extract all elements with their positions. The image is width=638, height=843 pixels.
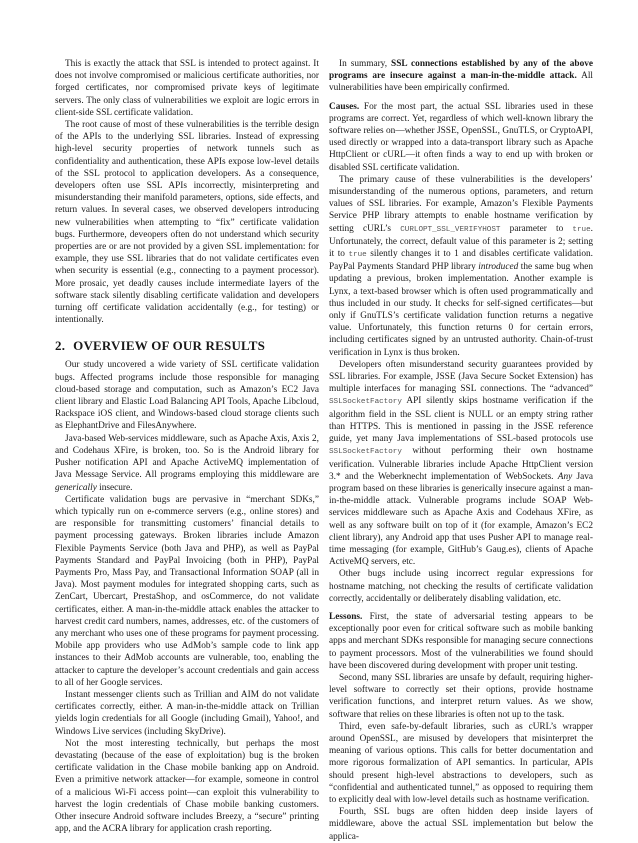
paragraph: The root cause of most of these vulnerabilities is the terrible design of the APIs to the underlying SSL libraries. Instead of expressing high-level security properties of network tunnels such as confidentiality and authentication, these APIs expose low-level details of the SSL protocol to application developers. As a consequence, developers often use SSL APIs incorrectly, misinterpreting and misunderstanding their manifold parameters, options, side effects, and return values. In several cases, we observed developers introducing new vulnerabilities when attempting to “fix” certificate validation bugs. Furthermore, deveopers often do not understand which security properties are or are not provided by a given SSL implementation: for example, they use SSL libraries that do not validate certificates even when security is essential (e.g., connecting to a payment processor). More prosaic, yet deadly causes include intermediate layers of the software stack silently disabling certificate validation and developers turning off certificate validation accidentally (e.g., for testing) or intentionally. — [55, 120, 319, 326]
code-literal: SSLSocketFactory — [329, 448, 402, 457]
text-run: without performing their own hostname verification. Vulnerable libraries include Apache HttpClient version 3.* and the Weberknecht implementation of WebSockets. — [329, 446, 593, 482]
text-run: The primary cause of these vulnerabilities is the developers’ misunderstanding of the numerous options, parameters, and return values of SSL libraries. For example, Amazon’s Flexible Payments Service PHP library attempts to enable hostname verification by setting cURL’s — [329, 174, 593, 234]
paragraph-heading: Causes. — [329, 101, 360, 112]
bold-text: SSL connections established by any of the above programs are insecure against a man-in-the-middle attack. — [329, 59, 593, 82]
paragraph: Instant messenger clients such as Trillian and AIM do not validate certificates correctly, either. A man-in-the-middle attack on Trillian yields login credentials for all Google (including Gmail), Yahoo!, and Windows Live services (including SkyDrive). — [55, 689, 319, 737]
text-run: insecure. — [96, 482, 133, 493]
paragraph-causes — [329, 101, 593, 174]
emphasis: introduced — [478, 262, 519, 273]
paragraph: Certificate validation bugs are pervasive in “merchant SDKs,” which typically run on e-commerce servers (e.g., online stores) and are responsible for transmitting customers’ financial details to payment processing gateways. Broken libraries include Amazon Flexible Payments Service (both Java and PHP), as well as PayPal Payments Standard and PayPal Invoicing (both in PHP), PayPal Payments Pro, Mass Pay, and Transactional Information SOAP (all in Java). Most payment modules for integrated shopping carts, such as ZenCart, Ubercart, PrestaShop, and osCommerce, do not validate certificates, either. A man-in-the-middle attack enables the attacker to harvest credit card numbers, names, addresses, etc. of the customers of any merchant who uses one of these programs for payment processing. Mobile app providers who use AdMob’s sample code to link app instances to their AdMob accounts are vulnerable, too, enabling the attacker to capture the developer’s account credentials and gain access to all of her Google services. — [55, 494, 319, 688]
emphasis: Any — [557, 471, 573, 482]
paragraph: Second, many SSL libraries are unsafe by default, requiring higher-level software to correctly set their options, provide hostname verification functions, and interpret return values. As we show, software that relies on these libraries is often not up to the task. — [329, 672, 593, 720]
text-run: All vulnerabilities have been empirically confirmed. — [329, 71, 593, 94]
section-number: 2. — [55, 338, 66, 354]
paragraph-heading: Lessons. — [329, 611, 363, 622]
right-column — [329, 58, 593, 843]
text-run: . Unfortunately, the correct, default value of this parameter is 2; setting it to — [329, 223, 593, 260]
text-run: Java program based on these libraries is generically insecure against a man-in-the-middle attack. Vulnerable programs include SOAP Web-services middleware such as Apache Axis and Codehaus XFire, as well as any software built on top of it (for example, Amazon’s EC2 client library), any Android app that uses Pusher API to manage real-time messaging (for example, GitHub’s Gaug.es), clients of Apache ActiveMQ servers, etc. — [329, 471, 594, 568]
paragraph — [329, 174, 593, 359]
text-run: parameter to — [500, 223, 573, 234]
code-literal: SSLSocketFactory — [329, 398, 402, 407]
text-run: In summary, — [339, 59, 392, 69]
text-run: API silently skips hostname verification if the algorithm field in the SSL client is NULL or an empty string rather than HTTPS. This is mentioned in passing in the JSSE reference guide, yet many Java implementations of SSL-based protocols use — [329, 396, 593, 445]
text-run: For the most part, the actual SSL libraries used in these programs are correct. Yet, regardless of which well-known library the software relies on—whether JSSE, OpenSSL, GnuTLS, or CryptoAPI, used directly or wrapped into a data-transport library such as Apache HttpClient or cURL—it often finds a way to end up with broken or disabled SSL certificate validation. — [329, 101, 593, 173]
text-run: First, the state of adversarial testing appears to be exceptionally poor even for critical software such as mobile banking apps and merchant SDKs responsible for managing secure connections to payment processors. Most of the vulnerabilities we found should have been discovered during development with proper unit testing. — [329, 611, 593, 671]
code-literal: true — [348, 251, 367, 260]
text-run: Java-based Web-services middleware, such as Apache Axis, Axis 2, and Codehaus XFire, is broken, too. So is the Android library for Pusher notification API and Apache ActiveMQ implementation of Java Message Service. All programs employing this middleware are — [55, 433, 319, 481]
paragraph: Not the most interesting technically, but perhaps the most devastating (because of the ease of exploitation) bug is the broken certificate validation in the Chase mobile banking app on Android. Even a primitive network attacker—for example, someone in control of a malicious Wi-Fi access point—can exploit this vulnerability to harvest the login credentials of Chase mobile banking customers. Other insecure Android software includes Breezy, a “secure” printing app, and the ACRA library for application crash reporting. — [55, 738, 319, 835]
paragraph — [329, 359, 593, 568]
paragraph: Other bugs include using incorrect regular expressions for hostname matching, not checking the results of certificate validation correctly, accidentally or deliberately disabling validation, etc. — [329, 569, 593, 604]
text-run: Developers often misunderstand security guarantees provided by SSL libraries. For example, JSSE (Java Secure Socket Extension) has multiple interfaces for managing SSL connections. The “advanced” — [329, 359, 593, 395]
paragraph-lessons — [329, 611, 593, 672]
code-literal: true — [572, 225, 591, 234]
section-title: OVERVIEW OF OUR RESULTS — [73, 338, 266, 354]
left-column — [55, 58, 319, 835]
text-run: the same bug when updating a previous, broken implementation. Another example is Lynx, a text-based browser which is often used programmatically and thus included in our study. It checks for self-signed certificates—but only if GnuTLS’s certificate validation function returns a negative value. Unfortunately, this function returns 0 for certain errors, including certificates signed by an untrusted authority. Chain-of-trust verification in Lynx is thus broken. — [329, 262, 593, 358]
text-run: silently changes it to 1 and disables certificate validation. PayPal Payments Standard PHP library — [329, 249, 593, 273]
paragraph — [55, 433, 319, 494]
paragraph: Our study uncovered a wide variety of SSL certificate validation bugs. Affected programs include those responsible for managing cloud-based storage and computation, such as Amazon’s EC2 Java client library and Elastic Load Balancing API Tools, Apache Libcloud, Rackspace iOS client, and Windows-based cloud storage clients such as ElephantDrive and FilesAnywhere. — [55, 360, 319, 432]
paragraph: Fourth, SSL bugs are often hidden deep inside layers of middleware, above the actual SSL implementation but below the applica- — [329, 807, 593, 842]
section-heading — [55, 338, 319, 353]
paragraph: This is exactly the attack that SSL is intended to protect against. It does not involve compromised or malicious certificate authorities, nor forged certificates, nor compromised private keys of legitimate servers. The only class of vulnerabilities we exploit are logic errors in client-side SSL certificate validation. — [55, 59, 319, 118]
emphasis: generically — [55, 482, 97, 493]
code-literal: CURLOPT_SSL_VERIFYHOST — [400, 225, 501, 234]
paragraph: Third, even safe-by-default libraries, such as cURL’s wrapper around OpenSSL, are misused by developers that misinterpret the meaning of various options. This calls for better documentation and more rigorous formalization of API semantics. In particular, APIs should present high-level abstractions to developers, such as “confidential and authenticated tunnel,” as opposed to requiring them to explicitly deal with low-level details such as hostname verification. — [329, 721, 593, 805]
paragraph — [329, 58, 593, 95]
